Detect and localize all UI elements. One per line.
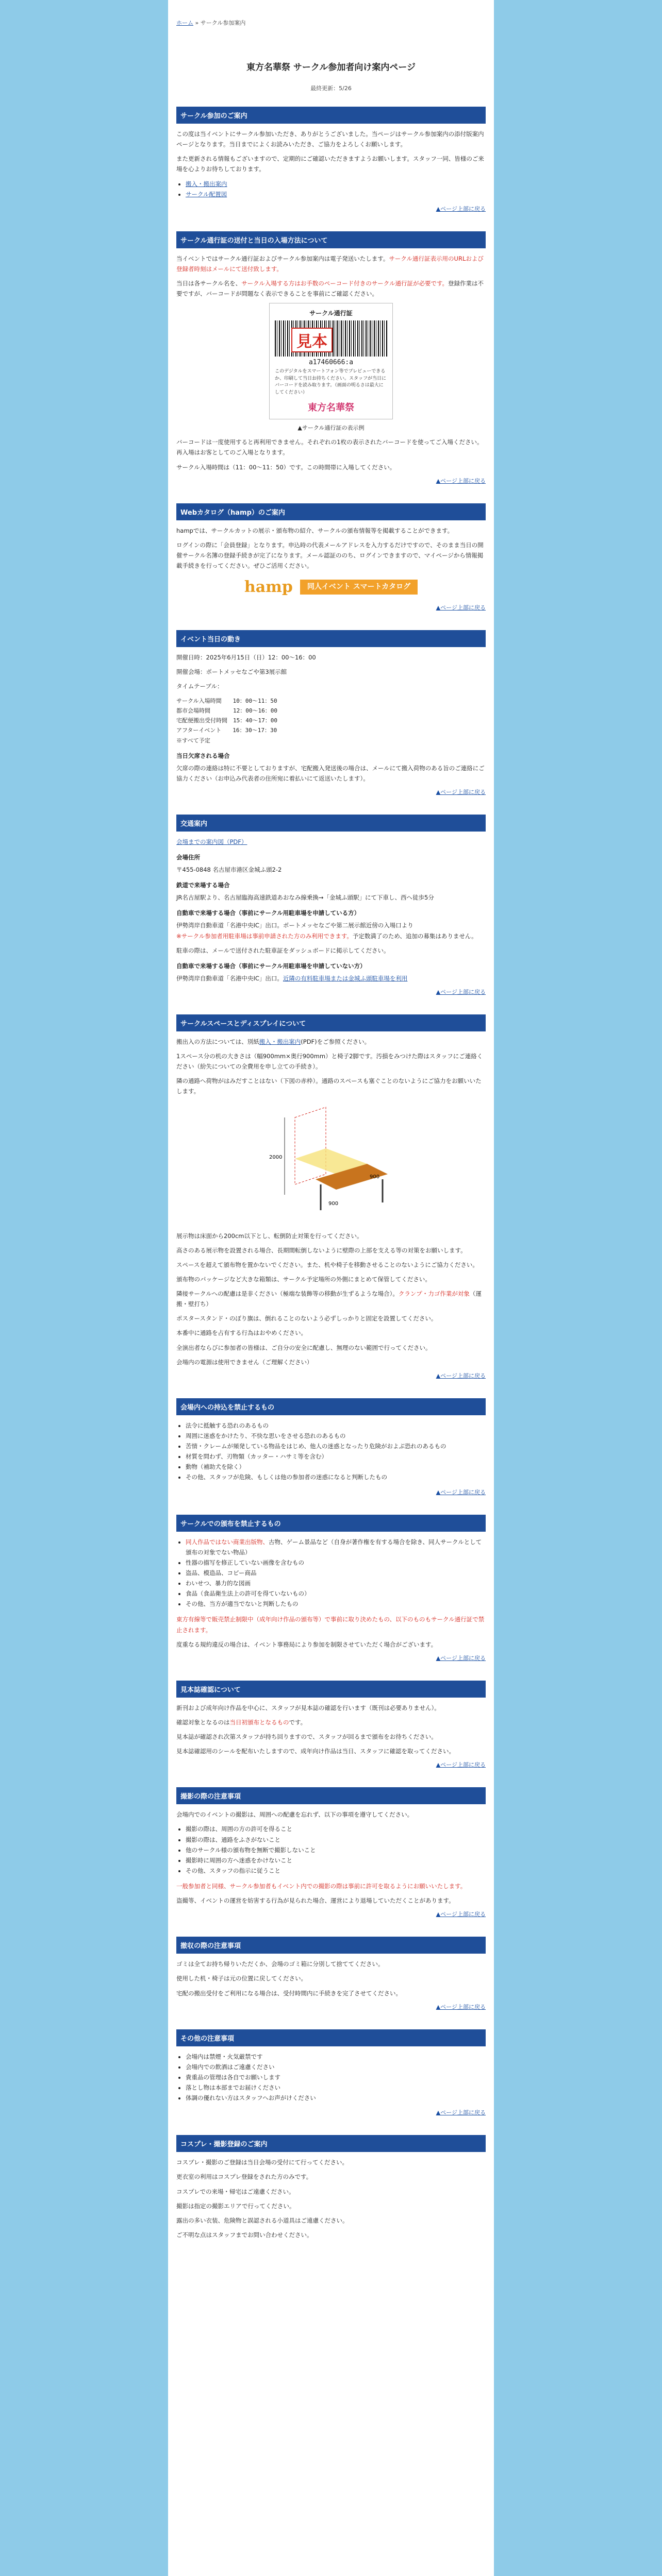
space-diagram-svg bbox=[264, 1102, 398, 1226]
warning-text: 東方有線等で販売禁止制限中（成年向け作品の頒布等）で事前に取り決めたもの、以下のものもサークル通行証で禁止されます。 bbox=[176, 1616, 485, 1634]
pass-note: このデジタルをスマートフォン等でプレビューできるか、印刷して当日お持ちください。スタッフが当日にバーコードを読み取ります。（画面の明るさは最大にしてください） bbox=[275, 369, 387, 395]
section-heading: Webカタログ（hamp）のご案内 bbox=[176, 503, 486, 520]
link-list bbox=[176, 179, 486, 199]
back-to-top bbox=[176, 477, 486, 485]
breadcrumb-home-link[interactable]: ホーム bbox=[176, 20, 193, 26]
paragraph: ポスタースタンド・のぼり旗は、倒れることのないよう必ずしっかりと固定を設置してください。 bbox=[176, 1315, 437, 1323]
back-to-top-link[interactable]: ▲ページ上部に戻る bbox=[436, 2003, 486, 2010]
back-to-top-link[interactable]: ▲ページ上部に戻る bbox=[436, 1488, 486, 1496]
breadcrumb-current: サークル参加案内 bbox=[200, 20, 246, 26]
back-to-top bbox=[176, 1371, 486, 1380]
back-to-top-link[interactable]: ▲ページ上部に戻る bbox=[436, 205, 486, 212]
section-heading: サークル通行証の送付と当日の入場方法について bbox=[176, 231, 486, 248]
last-updated: 最終更新：5/26 bbox=[310, 85, 352, 92]
text: 確認対象となるのは bbox=[176, 1718, 230, 1726]
paragraph: バーコードは一度使用すると再利用できません。それぞれの1枚の表示されたバーコードを使ってご入場ください。再入場はお客としてのご入場となります。 bbox=[176, 438, 483, 456]
back-to-top bbox=[176, 2108, 486, 2116]
paragraph: 見本誌が確認され次第スタッフが持ち回りますので、スタッフが回るまで頒布をお待ちください。 bbox=[176, 1733, 437, 1740]
paragraph: この度は当イベントにサークル参加いただき、ありがとうございました。当ページはサークル参加案内の添付版案内ページとなります。当日までによくお読みいただき、ご協力をよろしくお願いします。 bbox=[176, 130, 484, 148]
section-teardown bbox=[176, 1937, 486, 2010]
pass-code: a17460666:a bbox=[308, 359, 354, 367]
text: 隣接サークルへの配慮は是非ください（極端な装飾等の移動が生ずるような場合）。 bbox=[176, 1290, 399, 1297]
section-prohibited-items bbox=[176, 1398, 486, 1496]
paragraph: 全演出者ならびに参加者の皆様は、ご自分の安全に配慮し、無理のない範囲で行ってください。 bbox=[176, 1344, 432, 1351]
subheading: 自動車で来場する場合（事前にサークル用駐車場を申請していない方） bbox=[176, 962, 366, 970]
back-to-top bbox=[176, 788, 486, 796]
paragraph bbox=[176, 1037, 486, 1047]
section-photography bbox=[176, 1787, 486, 1918]
list-item: • その他、当方が適当でないと判断したもの bbox=[186, 1599, 486, 1609]
back-to-top-link[interactable]: ▲ページ上部に戻る bbox=[436, 477, 486, 484]
paragraph: hampでは、サークルカットの展示・頒布物の紹介、サークルの頒布情報等を掲載することができます。 bbox=[176, 527, 454, 534]
paragraph: 開催会場：ポートメッセなごや第3展示館 bbox=[176, 668, 287, 676]
list-item: • 法令に抵触する恐れのあるもの bbox=[186, 1420, 486, 1431]
list-item: • 落とし物は本部までお届けください bbox=[186, 2082, 486, 2093]
back-to-top bbox=[176, 988, 486, 996]
list-item: • わいせつ、暴力的な図画 bbox=[186, 1578, 486, 1588]
back-to-top bbox=[176, 1910, 486, 1918]
highlight-text: 同人作品ではない商業出版物、 bbox=[186, 1538, 269, 1546]
section-heading: 撤収の際の注意事項 bbox=[176, 1937, 486, 1954]
text: 当イベントではサークル通行証およびサークル参加案内は電子発送いたします。 bbox=[176, 255, 389, 262]
list-item: • 会場内は禁煙・火気厳禁です bbox=[186, 2052, 486, 2062]
section-heading: コスプレ・撮影登録のご案内 bbox=[176, 2135, 486, 2152]
paragraph: 〒455-0848 名古屋市港区金城ふ頭2-2 bbox=[176, 866, 282, 874]
prohibited-list bbox=[176, 1420, 486, 1483]
list-item: • 撮影の際は、通路をふさがないこと bbox=[186, 1835, 486, 1845]
paragraph: ゴミは全てお持ち帰りいただくか、会場のゴミ箱に分別して捨ててください。 bbox=[176, 1960, 384, 1968]
warning-text: 一般参加者と同様、サークル参加者もイベント内での撮影の際は事前に許可を取るようにお願いいたします。 bbox=[176, 1883, 467, 1890]
text: 伊勢湾岸自動車道「名港中央IC」出口。ポートメッセなごや第二展示館近傍の入場口より bbox=[176, 922, 413, 929]
back-to-top bbox=[176, 1760, 486, 1769]
paragraph: タイムテーブル： bbox=[176, 683, 223, 690]
paragraph bbox=[176, 278, 486, 299]
sample-stamp: 見本 bbox=[291, 328, 333, 352]
paragraph: 本番中に通路を占有する行為はおやめください。 bbox=[176, 1329, 307, 1337]
highlight-text: サークル入場する方はお手数のペーコード付きのサークル通行証が必要です。 bbox=[241, 280, 449, 287]
text: （運搬・壁打ち） bbox=[176, 1290, 482, 1308]
section-space-display bbox=[176, 1014, 486, 1380]
text: 古物、ゲーム景品など（自身が著作権を有する場合を除き、同人サークルとして頒布の対象でない物品） bbox=[186, 1538, 482, 1556]
paragraph: 1スペース分の机の大きさは（幅900mm×奥行900mm）と椅子2脚です。汚損をみつけた際はスタッフにご連絡ください（紛失についての全費用を申し立ての手続き）。 bbox=[176, 1053, 483, 1071]
photography-rules bbox=[176, 1824, 486, 1876]
circle-layout-link[interactable]: サークル配置図 bbox=[186, 190, 227, 198]
list-item: • 体調の優れない方はスタッフへお声がけください bbox=[186, 2093, 486, 2103]
list-item: • その他、スタッフが危険、もしくは他の参加者の迷惑になると判断したもの bbox=[186, 1472, 486, 1482]
back-to-top-link[interactable]: ▲ページ上部に戻る bbox=[436, 988, 486, 995]
list-item: • 撮影時に周囲の方へ迷惑をかけないこと bbox=[186, 1855, 486, 1866]
back-to-top-link[interactable]: ▲ページ上部に戻る bbox=[436, 604, 486, 612]
list-item bbox=[186, 189, 486, 199]
list-item: • 性器の描写を修正していない画像を含むもの bbox=[186, 1557, 486, 1568]
highlight-text: 当日初頒布となるもの bbox=[229, 1718, 289, 1726]
section-heading: イベント当日の動き bbox=[176, 630, 486, 647]
pass-title: サークル通行証 bbox=[309, 310, 353, 317]
page-title: 東方名華祭 サークル参加者向け案内ページ bbox=[246, 62, 416, 73]
text: (PDF)をご参照ください。 bbox=[301, 1038, 371, 1045]
text: 当日は各サークル名を、 bbox=[176, 280, 242, 287]
image-caption: ▲サークル通行証の表示例 bbox=[297, 425, 365, 432]
paragraph: JR名古屋駅より、名古屋臨海高速鉄道あおなみ線乗換→「金城ふ頭駅」にて下車し、西へ徒歩5分 bbox=[176, 894, 434, 902]
highlight-text: サークル通行証表示用のURLおよび登録者時刻はメールにて送付致します。 bbox=[176, 255, 484, 273]
paragraph: 会場内でのイベントの撮影は、周囲への配慮を忘れず、以下の事項を遵守してください。 bbox=[176, 1811, 413, 1819]
list-item bbox=[186, 179, 486, 189]
paragraph: 隣の通路へ荷物がはみだすことはない（下図の赤枠）。通路のスペースも塞ぐことのないようにご協力をお願いいたします。 bbox=[176, 1077, 482, 1095]
paragraph: 頒布物のパッケージなど大きな箱類は、サークル予定場所の外側にまとめて保管してください。 bbox=[176, 1275, 431, 1283]
paragraph: ご不明な点はスタッフまでお問い合わせください。 bbox=[176, 2231, 313, 2239]
paragraph: 露出の多い衣装、危険物と誤認される小道具はご遠慮ください。 bbox=[176, 2216, 349, 2224]
text: です。 bbox=[289, 1718, 307, 1726]
list-item: • 盗品、模造品、コピー商品 bbox=[186, 1568, 486, 1578]
paragraph bbox=[176, 973, 486, 984]
paragraph bbox=[176, 920, 486, 941]
section-heading: 交通案内 bbox=[176, 815, 486, 832]
text: 登録作業は不要ですが、バーコードが問題なく表示できることを事前にご確認ください。 bbox=[176, 280, 484, 298]
load-in-out-pdf-link[interactable]: 搬入・搬出案内 bbox=[259, 1038, 301, 1045]
subheading: 会場住所 bbox=[176, 854, 200, 861]
section-access bbox=[176, 815, 486, 996]
paragraph: サークル入場時間は（11：00〜11：50）です。この時間帯に入場してください。 bbox=[176, 463, 396, 471]
load-in-out-link[interactable]: 搬入・搬出案内 bbox=[186, 180, 227, 188]
back-to-top bbox=[176, 1488, 486, 1496]
breadcrumb bbox=[176, 19, 486, 27]
other-notes-list bbox=[176, 2052, 486, 2104]
highlight-text: ※サークル参加者用駐車場は事前申請された方のみ利用できます。 bbox=[176, 932, 353, 940]
section-web-catalog bbox=[176, 503, 486, 612]
section-other-notes bbox=[176, 2029, 486, 2117]
event-logo: 東方名華祭 bbox=[308, 402, 354, 414]
parking-link[interactable]: 近隣の有料駐車場または金城ふ頭駐車場を利用 bbox=[283, 974, 408, 982]
section-heading: サークルスペースとディスプレイについて bbox=[176, 1014, 486, 1031]
list-item: • 貴重品の管理は各自でお願いします bbox=[186, 2072, 486, 2082]
list-item: • 苦情・クレームが頻発している物品をはじめ、他人の迷惑となったり危険がおよぶ恐れのあるもの bbox=[186, 1441, 486, 1451]
pass-sample-image bbox=[269, 303, 393, 419]
section-cosplay bbox=[176, 2135, 486, 2240]
paragraph bbox=[176, 1717, 486, 1727]
paragraph: 度重なる規約違反の場合は、イベント事務局により参加を制限させていただく場合がございます。 bbox=[176, 1640, 437, 1648]
text: 予定数満了のため、追加の募集はありません。 bbox=[352, 932, 477, 940]
back-to-top-link[interactable]: ▲ページ上部に戻る bbox=[436, 789, 486, 795]
paragraph: 欠席の際の連絡は特に不要としておりますが、宅配搬入発送後の場合は、メールにて搬入荷物のある旨のご連絡にご協力ください（お申込み代表者の住所宛に着払いにて返送いたします）。 bbox=[176, 764, 485, 782]
subheading: 当日欠席される場合 bbox=[176, 752, 230, 759]
section-heading: 見本誌確認について bbox=[176, 1681, 486, 1698]
dimension-width-label: 900 bbox=[328, 1200, 339, 1207]
paragraph: コスプレ・撮影のご登録は当日会場の受付にて行ってください。 bbox=[176, 2159, 349, 2166]
height-limit-box bbox=[295, 1107, 326, 1184]
paragraph bbox=[176, 253, 486, 274]
paragraph: 使用した机・椅子は元の位置に戻してください。 bbox=[176, 1975, 307, 1982]
back-to-top-link[interactable]: ▲ページ上部に戻る bbox=[436, 1761, 486, 1769]
section-prohibited-distribution bbox=[176, 1515, 486, 1662]
back-to-top-link[interactable]: ▲ページ上部に戻る bbox=[436, 1654, 486, 1662]
list-item bbox=[186, 1537, 486, 1557]
back-to-top-link[interactable]: ▲ページ上部に戻る bbox=[436, 1911, 486, 1918]
paragraph: ログインの際に「会員登録」となります。申込時の代表メールアドレスを入力するだけですので、そのまま当日の開催サークル名簿の登録手続きが完了になります。メール認証ののち、ログインできますので、マイページから情報掲載手続きを行ってください。ぜひご活用ください。 bbox=[176, 541, 484, 569]
back-to-top-link[interactable]: ▲ページ上部に戻る bbox=[436, 1372, 486, 1379]
paragraph: 宅配の搬出受付をご利用になる場合は、受付時間内に手続きを完了させてください。 bbox=[176, 1989, 402, 1997]
breadcrumb-separator: » bbox=[195, 20, 199, 26]
text: 搬出入の方法については、別紙 bbox=[176, 1038, 259, 1045]
paragraph: 開催日時：2025年6月15日（日）12：00〜16：00 bbox=[176, 654, 316, 662]
list-item: • 材質を問わず、刃物類（カッター・ハサミ等を含む） bbox=[186, 1451, 486, 1462]
section-heading: その他の注意事項 bbox=[176, 2029, 486, 2046]
list-item: • 他のサークル様の頒布物を無断で撮影しないこと bbox=[186, 1845, 486, 1855]
section-heading: サークル参加のご案内 bbox=[176, 107, 486, 124]
section-pass bbox=[176, 231, 486, 485]
paragraph: また更新される情報もございますので、定期的にご確認いただきますようお願いします。スタッフ一同、皆様のご来場を心よりお待ちしております。 bbox=[176, 155, 484, 173]
paragraph: 盗撮等、イベントの運営を妨害する行為が見られた場合、運営により退場していただくことがあります。 bbox=[176, 1897, 455, 1905]
paragraph bbox=[176, 1289, 486, 1309]
back-to-top bbox=[176, 603, 486, 612]
paragraph: 展示物は床面から200cm以下とし、転倒防止対策を行ってください。 bbox=[176, 1232, 363, 1240]
prohibited-distribution-list bbox=[176, 1537, 486, 1609]
list-item: • その他、スタッフの指示に従うこと bbox=[186, 1866, 486, 1876]
paragraph: 更衣室の利用はコスプレ登録をされた方のみです。 bbox=[176, 2173, 312, 2181]
section-sample-check bbox=[176, 1681, 486, 1769]
paragraph: 新刊および成年向け作品を中心に、スタッフが見本誌の確認を行います（既刊は必要ありません）。 bbox=[176, 1704, 440, 1711]
paragraph: 高さのある展示物を設置される場合、長期間転倒しないように壁際の上部を支える等の対策をお願いします。 bbox=[176, 1246, 467, 1254]
paragraph bbox=[176, 837, 486, 847]
list-item: • 撮影の際は、周囲の方の許可を得ること bbox=[186, 1824, 486, 1834]
back-to-top bbox=[176, 205, 486, 213]
section-heading: 撮影の際の注意事項 bbox=[176, 1787, 486, 1804]
hamp-tagline: 同人イベント スマートカタログ bbox=[300, 580, 418, 595]
back-to-top-link[interactable]: ▲ページ上部に戻る bbox=[436, 2109, 486, 2116]
list-item: • 食品（食品衛生法上の許可を得ていないもの） bbox=[186, 1588, 486, 1599]
timetable: サークル入場時間 10：00〜11：50 都市会場時間 12：00〜16：00 宅配便搬出受付時間 15：40〜17：00 アフターイベント 16：30〜17：30 ※すべて予定 bbox=[176, 697, 277, 744]
paragraph: 撮影は指定の撮影エリアで行ってください。 bbox=[176, 2202, 295, 2210]
paragraph: 駐車の際は、メールで送付された駐車証をダッシュボードに掲示してください。 bbox=[176, 946, 390, 954]
paragraph: 見本誌確認用のシールを配布いたしますので、成年向け作品は当日、スタッフに確認を取ってください。 bbox=[176, 1748, 455, 1755]
paragraph: スペースを超えて頒布物を置かないでください。また、机や椅子を移動させることのないようにご協力ください。 bbox=[176, 1261, 478, 1268]
highlight-text: クランプ・力ゴ作業が対象 bbox=[398, 1290, 470, 1297]
section-heading: サークルでの頒布を禁止するもの bbox=[176, 1515, 486, 1532]
access-map-link[interactable]: 会場までの案内図（PDF） bbox=[176, 838, 247, 845]
list-item: • 動物（補助犬を除く） bbox=[186, 1462, 486, 1472]
section-circle-guide bbox=[176, 107, 486, 213]
back-to-top bbox=[176, 2003, 486, 2011]
barcode bbox=[275, 320, 387, 357]
back-to-top bbox=[176, 1654, 486, 1662]
space-diagram bbox=[176, 1102, 486, 1226]
hamp-banner[interactable] bbox=[176, 578, 486, 596]
subheading: 鉄道で来場する場合 bbox=[176, 882, 230, 889]
text: 伊勢湾岸自動車道「名港中央IC」出口。 bbox=[176, 974, 283, 982]
content-column bbox=[168, 0, 494, 2576]
section-event-day bbox=[176, 630, 486, 796]
dimension-depth-label: 900 bbox=[370, 1174, 380, 1180]
dimension-height-label: 2000 bbox=[269, 1154, 283, 1160]
paragraph: 会場内の電源は使用できません（ご理解ください） bbox=[176, 1358, 313, 1366]
hamp-logo: hamp bbox=[244, 578, 293, 597]
section-heading: 会場内への持込を禁止するもの bbox=[176, 1398, 486, 1415]
subheading: 自動車で来場する場合（事前にサークル用駐車場を申請している方） bbox=[176, 909, 360, 917]
list-item: • 会場内での飲酒はご遠慮ください bbox=[186, 2062, 486, 2072]
list-item: • 周囲に迷惑をかけたり、不快な思いをさせる恐れのあるもの bbox=[186, 1431, 486, 1441]
paragraph: コスプレでの来場・帰宅はご遠慮ください。 bbox=[176, 2188, 295, 2195]
